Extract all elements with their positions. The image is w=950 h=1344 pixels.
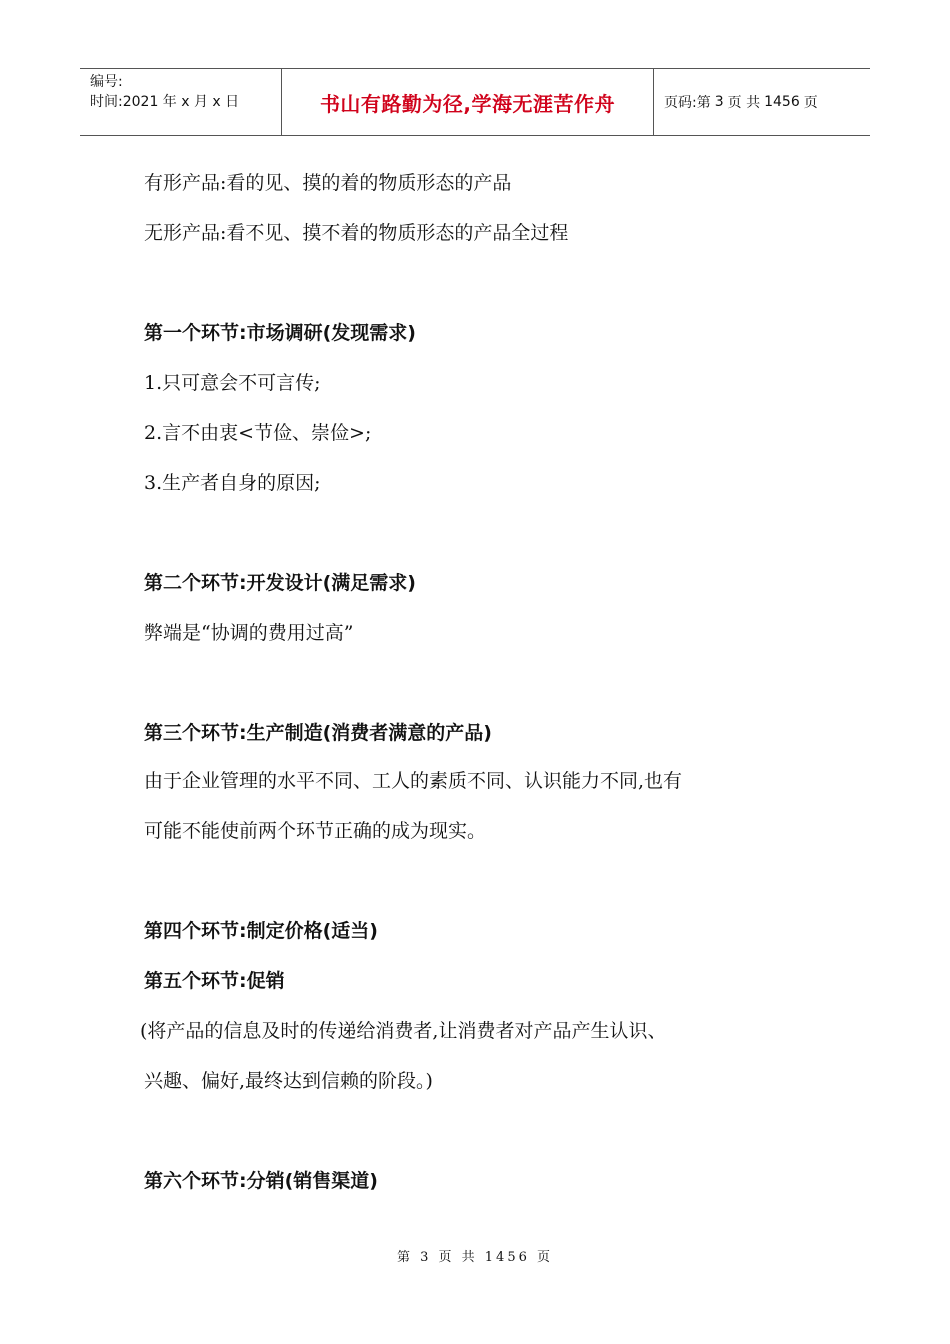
section-heading-6: 第六个环节:分销(销售渠道) [144,1170,378,1192]
section-heading-2: 第二个环节:开发设计(满足需求) [144,572,416,594]
page-total: 1456 [764,94,800,110]
paragraph-manufacturing-line-2: 可能不能使前两个环节正确的成为现实。 [144,820,487,842]
page-header [80,68,870,136]
list-item-3: 3.生产者自身的原因; [144,472,321,494]
paragraph-promotion-line-2: 兴趣、偏好,最终达到信赖的阶段。) [144,1070,433,1092]
page-label: 页码:第 [664,95,711,111]
page-mid: 页 共 [727,95,761,111]
paragraph-tangible-product: 有形产品:看的见、摸的着的物质形态的产品 [144,172,512,194]
paragraph-manufacturing-line-1: 由于企业管理的水平不同、工人的素质不同、认识能力不同,也有 [144,770,683,792]
paragraph-drawback: 弊端是“协调的费用过高” [144,622,354,644]
section-heading-4: 第四个环节:制定价格(适当) [144,920,378,942]
list-item-2: 2.言不由衷<节俭、崇俭>; [144,422,372,444]
header-motto: 书山有路勤为径,学海无涯苦作舟 [282,69,654,135]
document-number-label: 编号: [90,74,123,90]
section-heading-5: 第五个环节:促销 [144,970,285,992]
document-date: 时间:2021 年 x 月 x 日 [90,94,240,110]
page-current: 3 [714,94,724,110]
page-end: 页 [803,95,818,111]
section-heading-1: 第一个环节:市场调研(发现需求) [144,322,416,344]
list-item-1: 1.只可意会不可言传; [144,372,321,394]
header-meta [80,69,282,135]
header-page-info [654,69,870,135]
section-heading-3: 第三个环节:生产制造(消费者满意的产品) [144,722,492,744]
paragraph-promotion-line-1: (将产品的信息及时的传递给消费者,让消费者对产品产生认识、 [140,1020,667,1042]
paragraph-intangible-product: 无形产品:看不见、摸不着的物质形态的产品全过程 [144,222,569,244]
page-footer: 第 3 页 共 1456 页 [396,1250,554,1265]
